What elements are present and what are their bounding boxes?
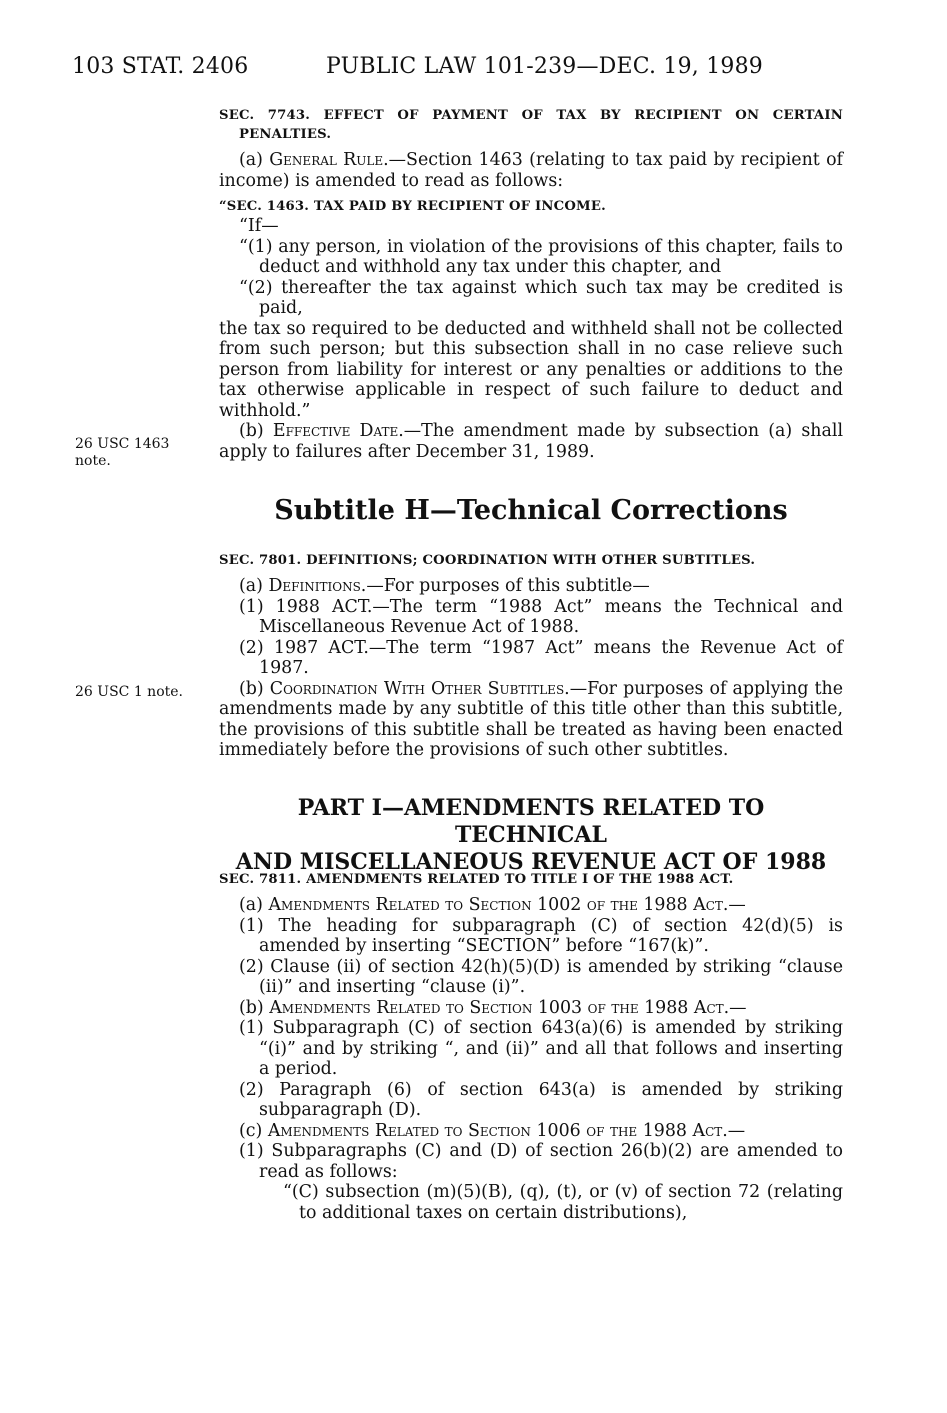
subsection-a xyxy=(219,150,843,191)
subsection-c xyxy=(219,1121,843,1142)
section-heading: SEC. 7743. EFFECT OF PAYMENT OF TAX BY RECIPIENT ON CERTAIN PENALTIES. xyxy=(219,108,843,142)
dash: .— xyxy=(722,895,746,915)
paragraph-1: “(1) any person, in violation of the provisions of this chapter, fails to deduct and withhold any tax under this chapter, and xyxy=(239,236,843,277)
label: (a) xyxy=(239,150,263,170)
year: 1988 xyxy=(644,997,689,1018)
label: (b) xyxy=(239,678,264,699)
subsection-a xyxy=(219,895,843,916)
year: 1988 xyxy=(642,1120,687,1141)
paragraph-b1: (1) Subparagraph (C) of section 643(a)(6) is amended by striking “(i)” and by striking “, and (ii)” and all that follows and inserting a period. xyxy=(239,1018,843,1079)
part-heading-line: AND MISCELLANEOUS REVENUE ACT OF 1988 xyxy=(235,849,827,875)
margin-note-usc-1463 xyxy=(75,436,169,470)
definition-2: (2) 1987 ACT.—The term “1987 Act” means the Revenue Act of 1987. xyxy=(239,637,843,678)
text: .—The amendment made by subsection (a) shall apply to failures after December 31, 1989. xyxy=(219,421,844,462)
subsection-b xyxy=(219,998,843,1019)
caption: Act xyxy=(692,1120,723,1141)
paragraph-c1: (1) Subparagraphs (C) and (D) of section 26(b)(2) are amended to read as follows: xyxy=(239,1141,843,1182)
margin-note-line: note. xyxy=(75,453,111,469)
caption: Act xyxy=(693,997,724,1018)
quoted-section-heading: “SEC. 1463. TAX PAID BY RECIPIENT OF INCOME. xyxy=(219,199,606,214)
dash: .— xyxy=(722,1120,746,1141)
section-number: 1002 xyxy=(537,895,582,915)
caption: Amendments Related to Section xyxy=(269,997,533,1018)
subsection-b xyxy=(219,679,843,761)
label: (b) xyxy=(239,421,264,441)
text: .—For purposes of applying the amendments made by any subtitle of this title other than this subtitle, the provisions of this subtitle shall be treated as having been enacted immediately before the provisions of such other subtitles. xyxy=(219,678,844,760)
margin-note-line: 26 USC 1 note. xyxy=(75,684,183,700)
caption: Effective Date xyxy=(272,421,399,441)
caption: Act xyxy=(693,895,723,915)
caption: Amendments Related to Section xyxy=(268,895,532,915)
section-heading: SEC. 7811. AMENDMENTS RELATED TO TITLE I OF THE 1988 ACT. xyxy=(219,872,734,887)
caption: of the xyxy=(586,895,638,915)
stat-page-number: 103 STAT. 2406 xyxy=(72,54,249,79)
section-heading: SEC. 7801. DEFINITIONS; COORDINATION WITH OTHER SUBTITLES. xyxy=(219,553,756,568)
if-line: “If— xyxy=(239,216,279,236)
margin-note-line: 26 USC 1463 xyxy=(75,436,170,452)
year: 1988 xyxy=(643,895,688,915)
dash: .— xyxy=(723,997,747,1018)
text: .—Section 1463 (relating to tax paid by recipient of income) is amended to read as follows: xyxy=(219,150,843,191)
subsection-a xyxy=(219,576,843,597)
caption: Coordination With Other Subtitles xyxy=(269,678,565,699)
definition-1: (1) 1988 ACT.—The term “1988 Act” means the Technical and Miscellaneous Revenue Act of 1988. xyxy=(239,596,843,637)
label: (a) xyxy=(239,576,263,596)
label: (a) xyxy=(239,895,263,915)
section-7811 xyxy=(219,870,843,1223)
paragraph-b2: (2) Paragraph (6) of section 643(a) is amended by striking subparagraph (D). xyxy=(239,1079,843,1120)
part-heading-line: PART I—AMENDMENTS RELATED TO TECHNICAL xyxy=(297,795,765,848)
paragraph-a1: (1) The heading for subparagraph (C) of section 42(d)(5) is amended by inserting “SECTION” before “167(k)”. xyxy=(239,915,843,956)
part-heading xyxy=(219,795,843,876)
caption: of the xyxy=(587,997,639,1018)
paragraph-a2: (2) Clause (ii) of section 42(h)(5)(D) is amended by striking “clause (ii)” and inserting “clause (i)”. xyxy=(239,956,843,997)
subtitle-heading: Subtitle H—Technical Corrections xyxy=(274,495,788,526)
caption: of the xyxy=(586,1120,638,1141)
caption: Definitions xyxy=(268,576,361,596)
flush-language: the tax so required to be deducted and withheld shall not be collected from such person; but this subsection shall in no case relieve such person from liability for interest or any penalties or additions to the tax otherwise applicable in respect of such failure to deduct and withhold.” xyxy=(219,318,843,421)
label: (b) xyxy=(239,997,264,1018)
caption: General Rule xyxy=(269,150,384,170)
subsection-b xyxy=(219,421,843,462)
running-header: PUBLIC LAW 101-239—DEC. 19, 1989 xyxy=(326,54,763,79)
label: (c) xyxy=(239,1120,263,1141)
section-7801 xyxy=(219,551,843,761)
caption: Amendments Related to Section xyxy=(267,1120,531,1141)
section-number: 1003 xyxy=(537,997,583,1018)
section-number: 1006 xyxy=(536,1120,581,1141)
section-7743 xyxy=(219,106,843,462)
text: .—For purposes of this subtitle— xyxy=(360,576,650,596)
quoted-subparagraph-c: “(C) subsection (m)(5)(B), (q), (t), or (v) of section 72 (relating to additional taxes on certain distributions), xyxy=(283,1182,843,1223)
paragraph-2: “(2) thereafter the tax against which such tax may be credited is paid, xyxy=(239,277,843,318)
margin-note-usc-1 xyxy=(75,684,183,701)
